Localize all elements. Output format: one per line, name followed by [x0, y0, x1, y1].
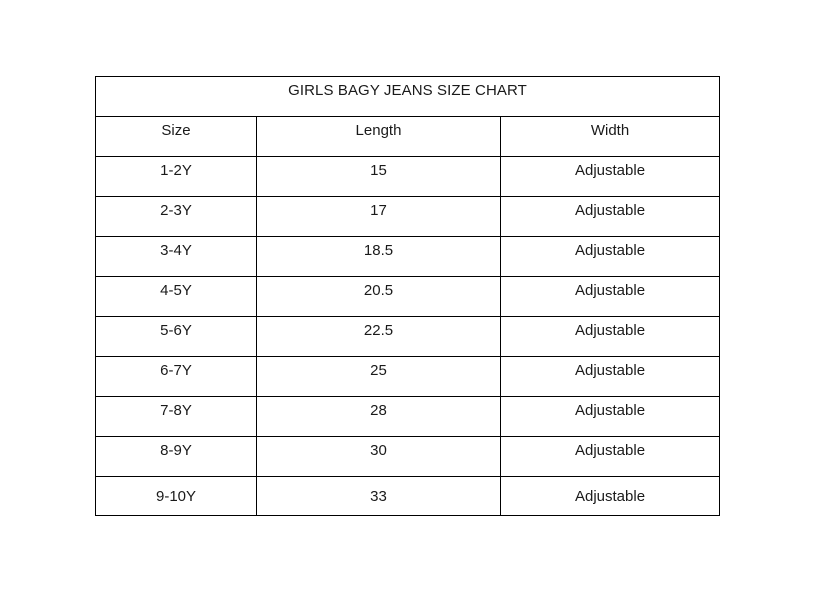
table-row	[96, 237, 720, 277]
size-chart-table	[95, 76, 720, 516]
cell-width: Adjustable	[501, 277, 720, 317]
cell-length: 25	[257, 357, 501, 397]
cell-length: 28	[257, 397, 501, 437]
cell-size: 6-7Y	[96, 357, 257, 397]
table-row	[96, 477, 720, 516]
table-row	[96, 197, 720, 237]
cell-length: 22.5	[257, 317, 501, 357]
header-size: Size	[96, 117, 257, 157]
cell-size: 5-6Y	[96, 317, 257, 357]
cell-width: Adjustable	[501, 397, 720, 437]
cell-width: Adjustable	[501, 437, 720, 477]
cell-length: 18.5	[257, 237, 501, 277]
cell-width: Adjustable	[501, 357, 720, 397]
table-row	[96, 357, 720, 397]
header-row	[96, 117, 720, 157]
cell-size: 3-4Y	[96, 237, 257, 277]
cell-width: Adjustable	[501, 477, 720, 516]
cell-size: 9-10Y	[96, 477, 257, 516]
title-row	[96, 77, 720, 117]
cell-width: Adjustable	[501, 237, 720, 277]
cell-size: 2-3Y	[96, 197, 257, 237]
table-row	[96, 157, 720, 197]
cell-length: 15	[257, 157, 501, 197]
cell-length: 17	[257, 197, 501, 237]
cell-width: Adjustable	[501, 197, 720, 237]
cell-length: 20.5	[257, 277, 501, 317]
table-row	[96, 317, 720, 357]
cell-size: 4-5Y	[96, 277, 257, 317]
table-row	[96, 397, 720, 437]
header-width: Width	[501, 117, 720, 157]
cell-size: 7-8Y	[96, 397, 257, 437]
table-title: GIRLS BAGY JEANS SIZE CHART	[96, 77, 720, 117]
table-row	[96, 277, 720, 317]
header-length: Length	[257, 117, 501, 157]
cell-length: 30	[257, 437, 501, 477]
cell-width: Adjustable	[501, 317, 720, 357]
cell-size: 8-9Y	[96, 437, 257, 477]
cell-width: Adjustable	[501, 157, 720, 197]
cell-length: 33	[257, 477, 501, 516]
cell-size: 1-2Y	[96, 157, 257, 197]
table-row	[96, 437, 720, 477]
